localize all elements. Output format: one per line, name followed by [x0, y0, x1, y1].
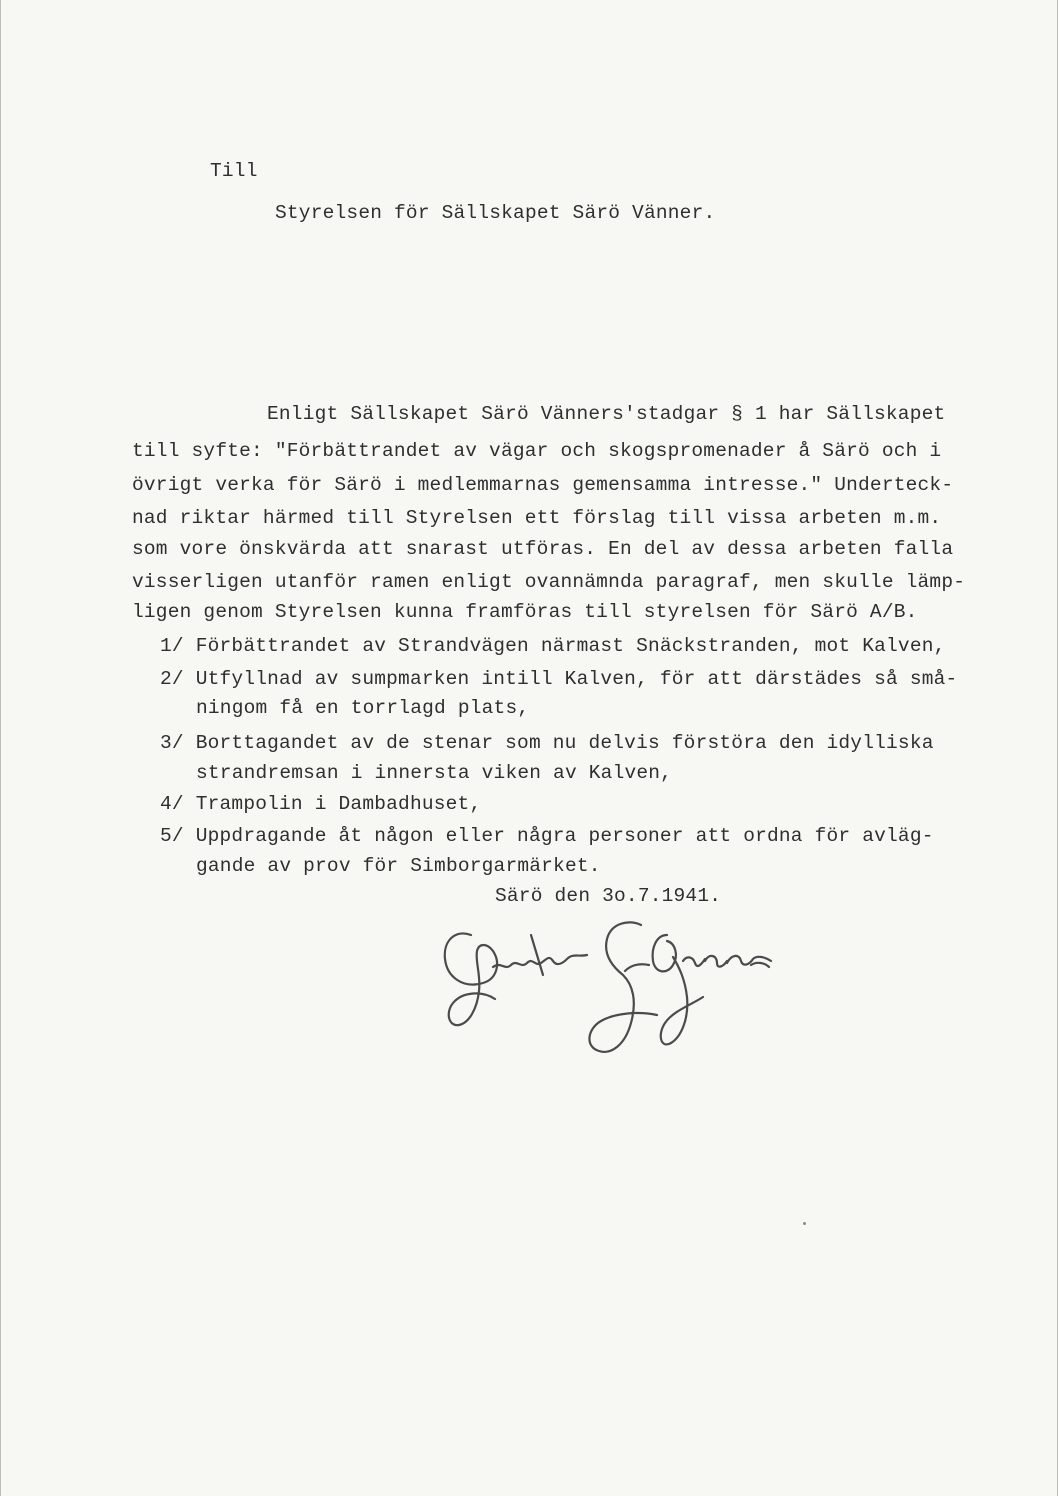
date-line: Särö den 3o.7.1941. [495, 885, 722, 907]
list-item: 5/ Uppdragande åt någon eller några personer att ordna för avläg- [160, 825, 934, 847]
body-line: som vore önskvärda att snarast utföras. En del av dessa arbeten falla [132, 538, 954, 560]
body-line: till syfte: "Förbättrandet av vägar och skogspromenader å Särö och i [132, 440, 942, 462]
body-line: Enligt Sällskapet Särö Vänners'stadgar § 1 har Sällskapet [267, 403, 946, 425]
list-item-continuation: strandremsan i innersta viken av Kalven, [196, 762, 673, 784]
salutation: Till [210, 160, 258, 182]
body-line: visserligen utanför ramen enligt ovannämnda paragraf, men skulle lämp- [132, 571, 966, 593]
body-line: övrigt verka för Särö i medlemmarnas gemensamma intresse." Underteck- [132, 474, 954, 496]
list-item: 4/ Trampolin i Dambadhuset, [160, 793, 482, 815]
body-line: ligen genom Styrelsen kunna framföras till styrelsen för Särö A/B. [132, 601, 918, 623]
handwritten-signature-icon [435, 905, 795, 1075]
list-item: 3/ Borttagandet av de stenar som nu delvis förstöra den idylliska [160, 732, 934, 754]
paper-speck [803, 1222, 806, 1225]
list-item-continuation: gande av prov för Simborgarmärket. [196, 855, 601, 877]
body-line: nad riktar härmed till Styrelsen ett förslag till vissa arbeten m.m. [132, 507, 942, 529]
list-item: 1/ Förbättrandet av Strandvägen närmast Snäckstranden, mot Kalven, [160, 635, 946, 657]
recipient-line: Styrelsen för Sällskapet Särö Vänner. [275, 202, 716, 224]
paper-edge-left [0, 0, 1, 1496]
list-item-continuation: ningom få en torrlagd plats, [196, 697, 530, 719]
list-item: 2/ Utfyllnad av sumpmarken intill Kalven, för att därstädes så små- [160, 668, 958, 690]
